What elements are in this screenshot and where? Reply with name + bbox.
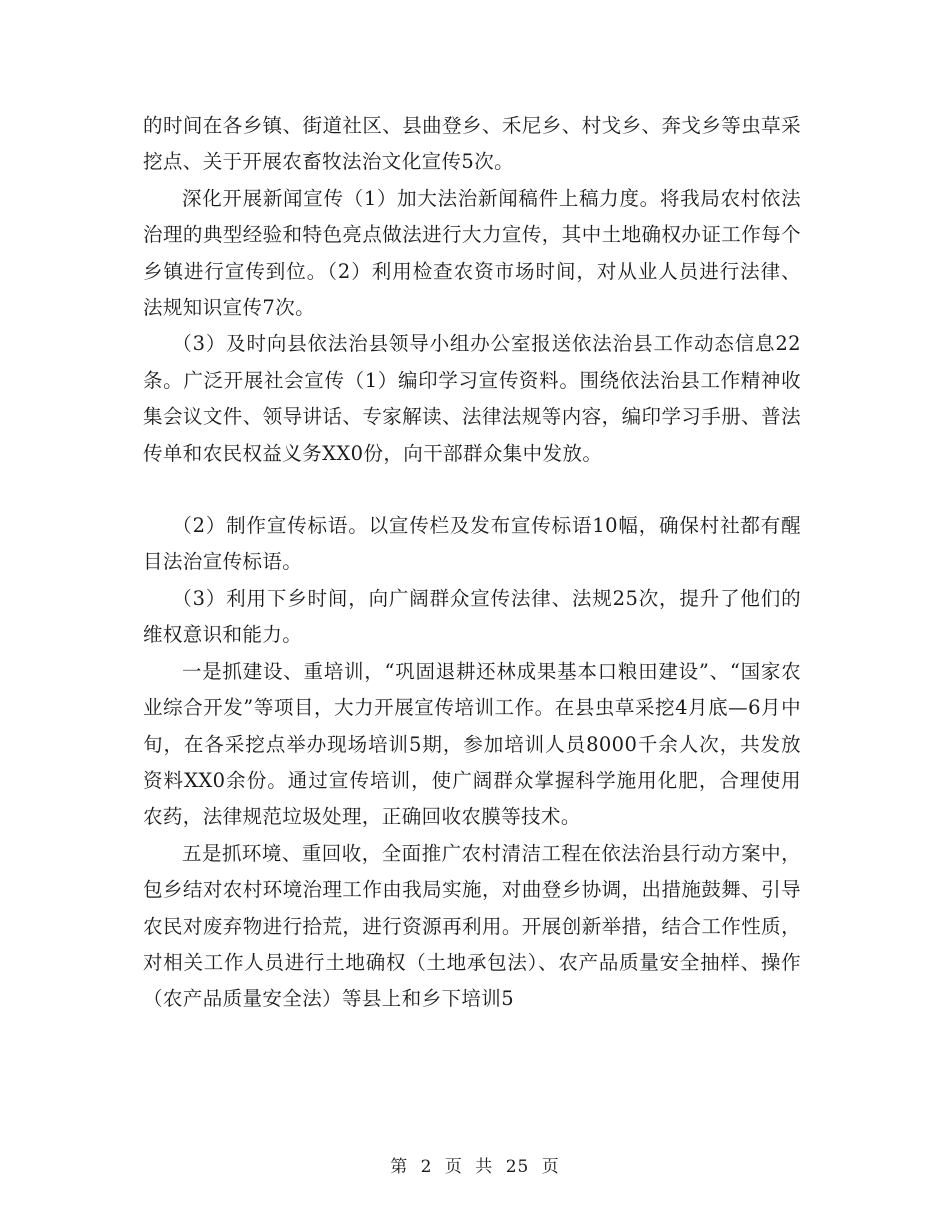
page-number-footer: 第 2 页 共 25 页 [390,1157,560,1177]
paragraph-slogans: （2）制作宣传标语。以宣传栏及发布宣传标语10幅，确保村社都有醒目法治宣传标语。 [143,514,801,574]
paragraph-dynamic-info: （3）及时向县依法治县领导小组办公室报送依法治县工作动态信息22条。广泛开展社会宣传（1）编印学习宣传资料。围绕依法治县工作精神收集会议文件、领导讲话、专家解读、法律法规等内容，编印学习手册、普法传单和农民权益义务XX0份，向干部群众集中发放。 [143,332,801,465]
document-body [143,108,801,1018]
paragraph-countryside-publicity: （3）利用下乡时间，向广阔群众宣传法律、法规25次，提升了他们的维权意识和能力。 [143,586,801,647]
paragraph-continuation: 的时间在各乡镇、街道社区、县曲登乡、禾尼乡、村戈乡、奔戈乡等虫草采挖点、关于开展农畜牧法治文化宣传5次。 [143,114,801,174]
paragraph-construction-training: 一是抓建设、重培训，“巩固退耕还林成果基本口粮田建设”、“国家农业综合开发”等项目，大力开展宣传培训工作。在县虫草采挖4月底—6月中旬，在各采挖点举办现场培训5期，参加培训人员8000千余人次，共发放资料XX0余份。通过宣传培训，使广阔群众掌握科学施用化肥，合理使用农药，法律规范垃圾处理，正确回收农膜等技术。 [143,659,801,829]
paragraph-spacer [143,472,801,508]
paragraph-environment-recycling: 五是抓环境、重回收，全面推广农村清洁工程在依法治县行动方案中，包乡结对农村环境治理工作由我局实施，对曲登乡协调，出措施鼓舞、引导农民对废弃物进行拾荒，进行资源再利用。开展创新举措，结合工作性质，对相关工作人员进行土地确权（土地承包法）、农产品质量安全抽样、操作（农产品质量安全法）等县上和乡下培训5 [143,841,801,1011]
paragraph-news-publicity: 深化开展新闻宣传（1）加大法治新闻稿件上稿力度。将我局农村依法治理的典型经验和特色亮点做法进行大力宣传，其中土地确权办证工作每个乡镇进行宣传到位。（2）利用检查农资市场时间，对从业人员进行法律、法规知识宣传7次。 [143,186,801,320]
